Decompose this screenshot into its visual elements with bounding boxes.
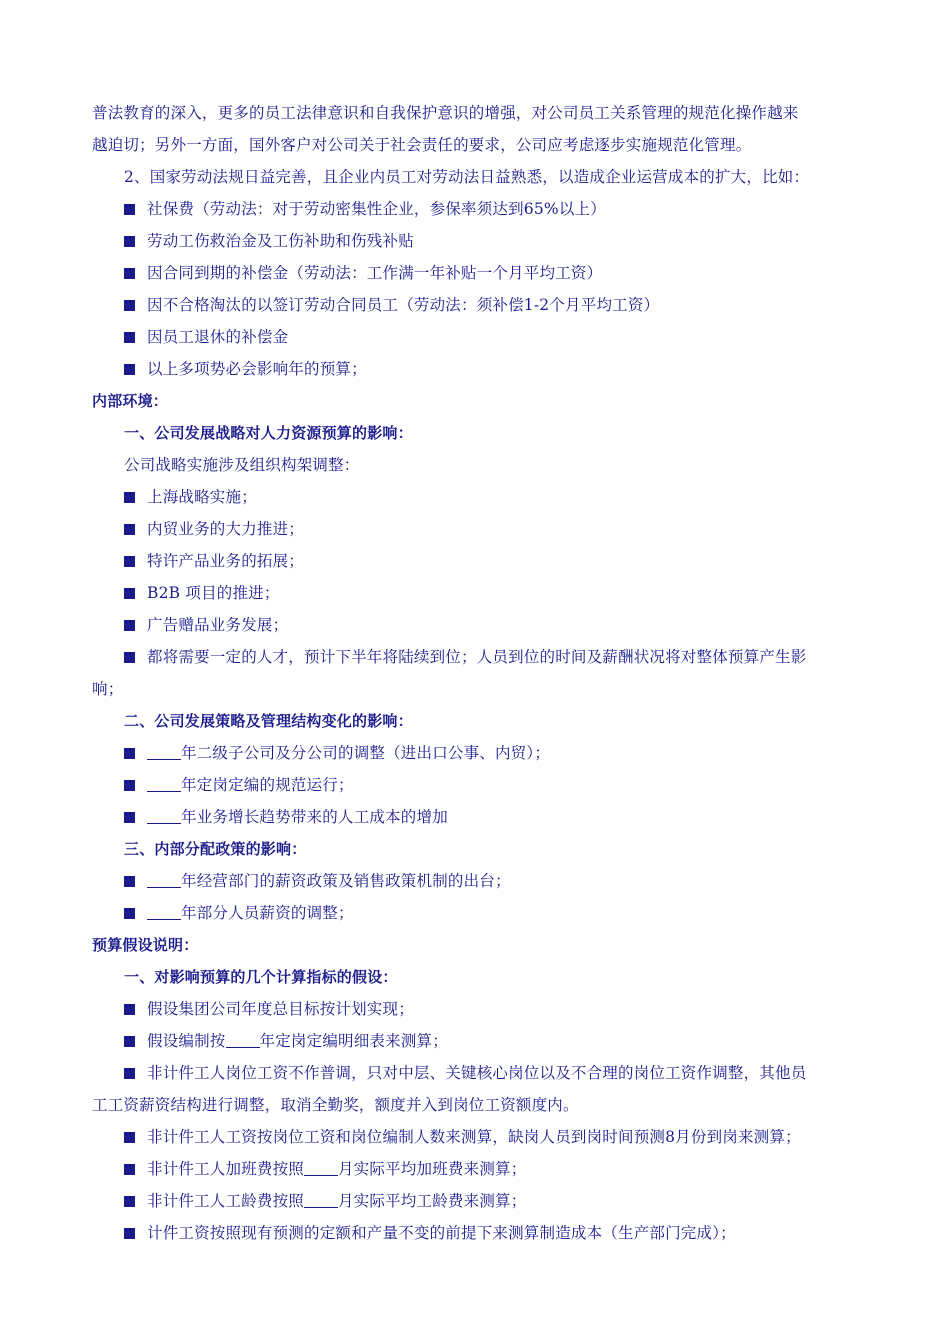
square-bullet-icon — [124, 364, 135, 375]
list-item — [124, 230, 894, 252]
list-item-text: 劳动工伤救治金及工伤补助和伤残补贴 — [147, 232, 414, 250]
blank-underline — [226, 1033, 260, 1048]
list-item — [124, 1190, 894, 1212]
square-bullet-icon — [124, 1164, 135, 1175]
list-item — [124, 1030, 894, 1052]
list-item-text: 年业务增长趋势带来的人工成本的增加 — [181, 808, 448, 826]
list-item-text: 以上多项势必会影响年的预算； — [147, 360, 367, 378]
square-bullet-icon — [124, 908, 135, 919]
blank-underline — [304, 1193, 338, 1208]
square-bullet-icon — [124, 1068, 135, 1079]
blank-underline — [304, 1161, 338, 1176]
square-bullet-icon — [124, 492, 135, 503]
section-heading: 预算假设说明： — [92, 936, 199, 954]
paragraph-line: 响； — [92, 680, 124, 698]
list-item — [124, 1062, 894, 1084]
square-bullet-icon — [124, 1036, 135, 1047]
list-item — [124, 582, 894, 604]
square-bullet-icon — [124, 1004, 135, 1015]
list-item — [124, 486, 894, 508]
list-item — [124, 550, 894, 572]
list-item — [124, 1158, 894, 1180]
list-item-text: 年部分人员薪资的调整； — [181, 904, 354, 922]
square-bullet-icon — [124, 1132, 135, 1143]
square-bullet-icon — [124, 204, 135, 215]
list-item-text: 月实际平均工龄费来测算； — [338, 1192, 527, 1210]
list-item-text: 非计件工人工资按岗位工资和岗位编制人数来测算，缺岗人员到岗时间预测8月份到岗来测算； — [147, 1128, 801, 1146]
list-item-text: B2B 项目的推进； — [147, 584, 280, 602]
blank-underline — [147, 745, 181, 760]
blank-underline — [147, 905, 181, 920]
list-item-text: 因不合格淘汰的以签订劳动合同员工（劳动法：须补偿1-2个月平均工资） — [147, 296, 660, 314]
square-bullet-icon — [124, 1228, 135, 1239]
square-bullet-icon — [124, 1196, 135, 1207]
list-item — [124, 326, 894, 348]
paragraph-line: 普法教育的深入，更多的员工法律意识和自我保护意识的增强，对公司员工关系管理的规范化操作越来 — [92, 104, 799, 122]
list-item-text: 月实际平均加班费来测算； — [338, 1160, 527, 1178]
list-item — [124, 806, 894, 828]
square-bullet-icon — [124, 652, 135, 663]
list-item — [124, 902, 894, 924]
square-bullet-icon — [124, 748, 135, 759]
subsection-title: 二、公司发展策略及管理结构变化的影响： — [124, 712, 413, 730]
list-item — [124, 774, 894, 796]
list-item — [124, 198, 894, 220]
list-item-text: 都将需要一定的人才，预计下半年将陆续到位；人员到位的时间及薪酬状况将对整体预算产生影 — [147, 648, 807, 666]
list-item-text: 年定岗定编明细表来测算； — [259, 1032, 448, 1050]
list-item-text: 年定岗定编的规范运行； — [181, 776, 354, 794]
list-item-text: 假设集团公司年度总目标按计划实现； — [147, 1000, 414, 1018]
square-bullet-icon — [124, 300, 135, 311]
list-item — [124, 262, 894, 284]
list-item-text: 非计件工人岗位工资不作普调，只对中层、关键核心岗位以及不合理的岗位工资作调整，其他员 — [147, 1064, 807, 1082]
list-item — [124, 742, 894, 764]
list-item-text: 广告赠品业务发展； — [147, 616, 289, 634]
list-item-text: 非计件工人工龄费按照 — [147, 1192, 305, 1210]
list-item — [124, 646, 894, 668]
list-item-text: 假设编制按 — [147, 1032, 226, 1050]
list-item — [124, 1222, 894, 1244]
paragraph-line: 越迫切；另外一方面，国外客户对公司关于社会责任的要求，公司应考虑逐步实施规范化管理。 — [92, 136, 752, 154]
square-bullet-icon — [124, 620, 135, 631]
list-item — [124, 358, 894, 380]
list-item — [124, 614, 894, 636]
square-bullet-icon — [124, 524, 135, 535]
section-heading: 内部环境： — [92, 392, 169, 410]
square-bullet-icon — [124, 876, 135, 887]
list-item-text: 年二级子公司及分公司的调整（进出口公事、内贸）； — [181, 744, 551, 762]
square-bullet-icon — [124, 236, 135, 247]
list-item-text: 因合同到期的补偿金（劳动法：工作满一年补贴一个月平均工资） — [147, 264, 603, 282]
list-item-text: 内贸业务的大力推进； — [147, 520, 305, 538]
subsection-title: 一、公司发展战略对人力资源预算的影响： — [124, 424, 413, 442]
blank-underline — [147, 777, 181, 792]
list-item-text: 社保费（劳动法：对于劳动密集性企业，参保率须达到65%以上） — [147, 200, 606, 218]
paragraph-line: 2、国家劳动法规日益完善，且企业内员工对劳动法日益熟悉，以造成企业运营成本的扩大，比如： — [124, 168, 810, 186]
square-bullet-icon — [124, 268, 135, 279]
list-item — [124, 294, 894, 316]
square-bullet-icon — [124, 588, 135, 599]
blank-underline — [147, 809, 181, 824]
square-bullet-icon — [124, 812, 135, 823]
list-item-text: 非计件工人加班费按照 — [147, 1160, 305, 1178]
list-item-text: 因员工退休的补偿金 — [147, 328, 289, 346]
list-item — [124, 1126, 894, 1148]
square-bullet-icon — [124, 556, 135, 567]
paragraph-line: 公司战略实施涉及组织构架调整： — [124, 456, 360, 474]
blank-underline — [147, 873, 181, 888]
square-bullet-icon — [124, 780, 135, 791]
list-item-text: 计件工资按照现有预测的定额和产量不变的前提下来测算制造成本（生产部门完成）； — [147, 1224, 736, 1242]
square-bullet-icon — [124, 332, 135, 343]
list-item — [124, 998, 894, 1020]
list-item — [124, 870, 894, 892]
paragraph-line: 工工资薪资结构进行调整，取消全勤奖，额度并入到岗位工资额度内。 — [92, 1096, 579, 1114]
subsection-title: 三、内部分配政策的影响： — [124, 840, 307, 858]
list-item-text: 上海战略实施； — [147, 488, 257, 506]
list-item — [124, 518, 894, 540]
list-item-text: 特许产品业务的拓展； — [147, 552, 305, 570]
subsection-title: 一、对影响预算的几个计算指标的假设： — [124, 968, 398, 986]
list-item-text: 年经营部门的薪资政策及销售政策机制的出台； — [181, 872, 511, 890]
